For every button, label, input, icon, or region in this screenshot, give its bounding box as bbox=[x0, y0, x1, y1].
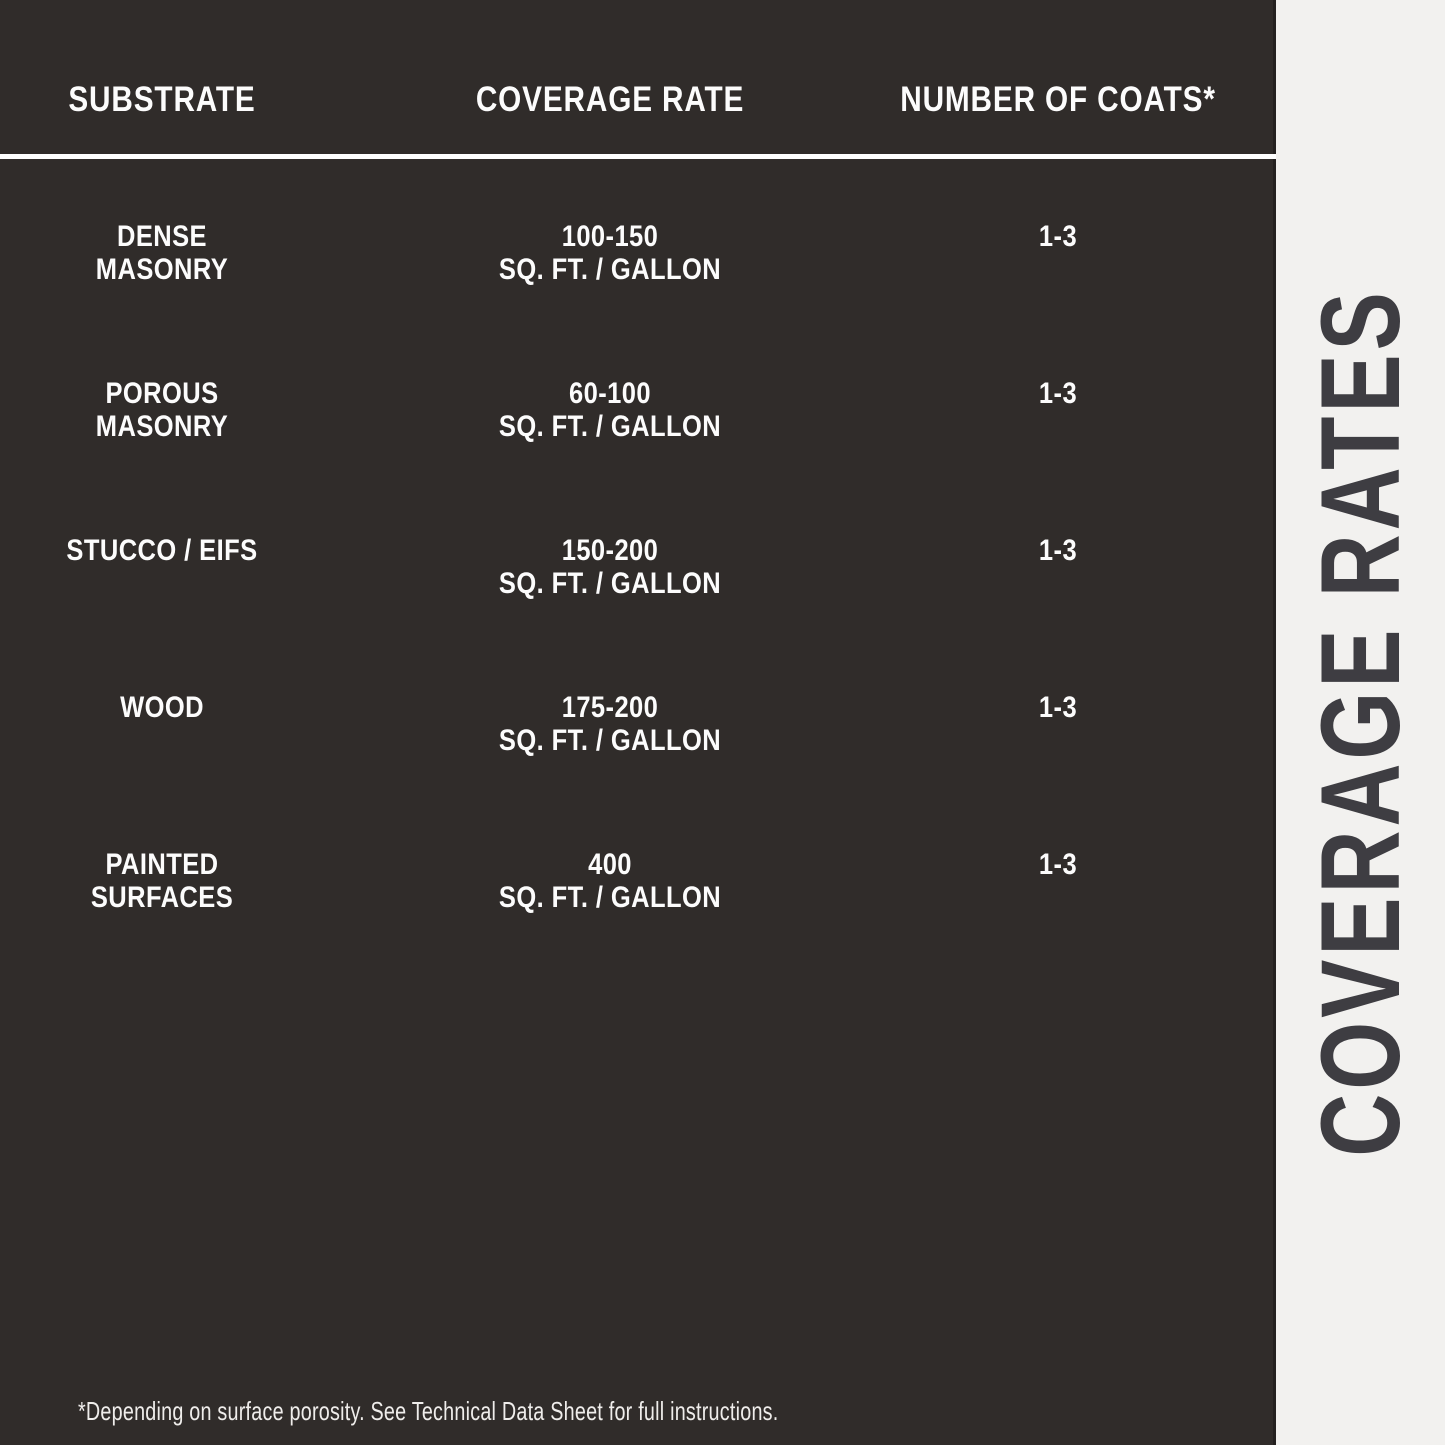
header-divider-line bbox=[0, 154, 1302, 159]
coverage-unit: SQ. FT. / GALLON bbox=[498, 881, 722, 914]
col-header-coverage-rate-label: COVERAGE RATE bbox=[475, 80, 745, 119]
coverage-unit: SQ. FT. / GALLON bbox=[498, 410, 722, 443]
coverage-text bbox=[415, 848, 806, 914]
substrate-line: DENSE bbox=[117, 220, 207, 253]
coverage-text bbox=[415, 377, 806, 443]
coats-value: 1-3 bbox=[1038, 220, 1078, 253]
table-row-cell-coverage bbox=[380, 691, 840, 757]
col-header-substrate bbox=[0, 78, 324, 122]
col-header-substrate-label: SUBSTRATE bbox=[68, 80, 256, 119]
coverage-text bbox=[415, 220, 806, 286]
coverage-text bbox=[415, 534, 806, 600]
table-row-cell-substrate bbox=[0, 220, 324, 286]
coats-value: 1-3 bbox=[1038, 848, 1078, 881]
substrate-line: PAINTED bbox=[105, 848, 219, 881]
table-row-cell-substrate bbox=[0, 848, 324, 914]
table-row-cell-coats bbox=[858, 534, 1258, 567]
substrate-text bbox=[24, 691, 299, 724]
coverage-range: 175-200 bbox=[561, 691, 659, 724]
substrate-line: STUCCO / EIFS bbox=[66, 534, 258, 567]
substrate-line: SURFACES bbox=[90, 881, 234, 914]
coverage-range: 150-200 bbox=[561, 534, 659, 567]
coverage-unit: SQ. FT. / GALLON bbox=[498, 567, 722, 600]
table-row-cell-coverage bbox=[380, 220, 840, 286]
table-row-cell-coats bbox=[858, 848, 1258, 881]
substrate-line: MASONRY bbox=[95, 253, 229, 286]
table-row-cell-coverage bbox=[380, 377, 840, 443]
col-header-number-of-coats-label: NUMBER OF COATS* bbox=[900, 80, 1216, 119]
table-row-cell-substrate bbox=[0, 534, 324, 567]
table-row-cell-coverage bbox=[380, 848, 840, 914]
substrate-text bbox=[24, 534, 299, 567]
coats-value: 1-3 bbox=[1038, 377, 1078, 410]
coverage-text bbox=[415, 691, 806, 757]
table-row-cell-substrate bbox=[0, 377, 324, 443]
coverage-range: 100-150 bbox=[561, 220, 659, 253]
substrate-line: MASONRY bbox=[95, 410, 229, 443]
col-header-number-of-coats bbox=[858, 78, 1258, 122]
coverage-range: 60-100 bbox=[569, 377, 651, 410]
footnote: *Depending on surface porosity. See Technical Data Sheet for full instructions. bbox=[78, 1396, 779, 1426]
table-row-cell-coats bbox=[858, 377, 1258, 410]
coats-value: 1-3 bbox=[1038, 534, 1078, 567]
table-row-cell-coats bbox=[858, 691, 1258, 724]
col-header-coverage-rate bbox=[380, 78, 840, 122]
sidebar-vertical-title: COVERAGE RATES bbox=[1298, 288, 1424, 1157]
substrate-line: POROUS bbox=[105, 377, 219, 410]
coverage-unit: SQ. FT. / GALLON bbox=[498, 724, 722, 757]
substrate-text bbox=[24, 220, 299, 286]
coats-value: 1-3 bbox=[1038, 691, 1078, 724]
table-row-cell-coats bbox=[858, 220, 1258, 253]
substrate-text bbox=[24, 377, 299, 443]
table-row-cell-substrate bbox=[0, 691, 324, 724]
coverage-range: 400 bbox=[588, 848, 632, 881]
table-row-cell-coverage bbox=[380, 534, 840, 600]
substrate-line: WOOD bbox=[120, 691, 204, 724]
coverage-unit: SQ. FT. / GALLON bbox=[498, 253, 722, 286]
substrate-text bbox=[24, 848, 299, 914]
sidebar bbox=[1276, 0, 1445, 1445]
